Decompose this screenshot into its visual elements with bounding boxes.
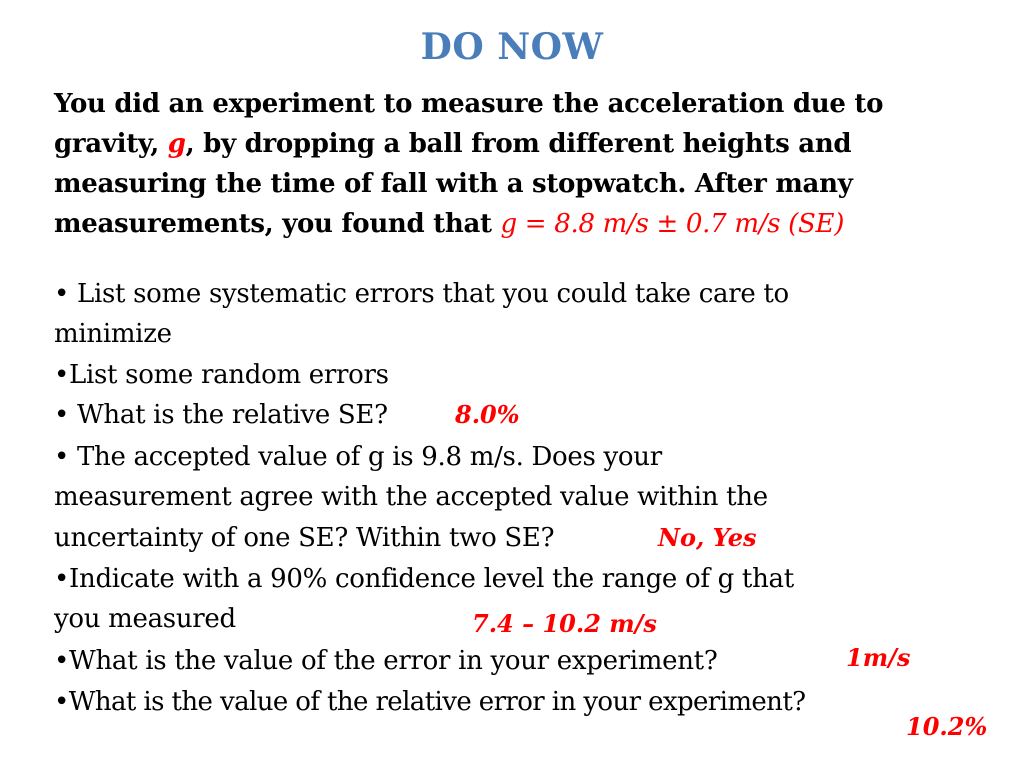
answer-range: 7.4 – 10.2 m/s <box>472 609 657 638</box>
question-systematic-errors: • List some systematic errors that you could take care to <box>54 279 789 309</box>
answer-error: 1m/s <box>846 643 911 672</box>
answer-relative-se: 8.0% <box>455 400 520 429</box>
question-accepted-value: • The accepted value of g is 9.8 m/s. Does your <box>54 442 662 472</box>
measured-result: g = 8.8 m/s ± 0.7 m/s (SE) <box>500 209 845 239</box>
intro-text-2: , by dropping a ball from different heights and measuring the time of fall with a stopwatch. After many measurements, you found that <box>54 129 853 239</box>
answer-agreement: No, Yes <box>658 523 757 552</box>
question-confidence-range: •Indicate with a 90% confidence level the range of g that <box>54 564 794 594</box>
question-systematic-errors-cont: minimize <box>54 319 172 349</box>
question-accepted-value-cont2: uncertainty of one SE? Within two SE? <box>54 523 555 553</box>
intro-text-1: You did an experiment to measure the acceleration due to gravity, <box>54 89 884 159</box>
question-relative-se: • What is the relative SE? <box>54 400 388 430</box>
question-relative-error: •What is the value of the relative error in your experiment? <box>54 687 806 717</box>
question-confidence-range-cont: you measured <box>54 604 236 634</box>
answer-relative-error: 10.2% <box>906 712 988 741</box>
question-accepted-value-cont: measurement agree with the accepted value within the <box>54 482 768 512</box>
question-error-value: •What is the value of the error in your experiment? <box>54 646 718 676</box>
intro-paragraph <box>54 84 969 244</box>
g-symbol: g <box>167 129 186 159</box>
slide-title: DO NOW <box>420 26 604 68</box>
question-random-errors: •List some random errors <box>54 360 389 390</box>
